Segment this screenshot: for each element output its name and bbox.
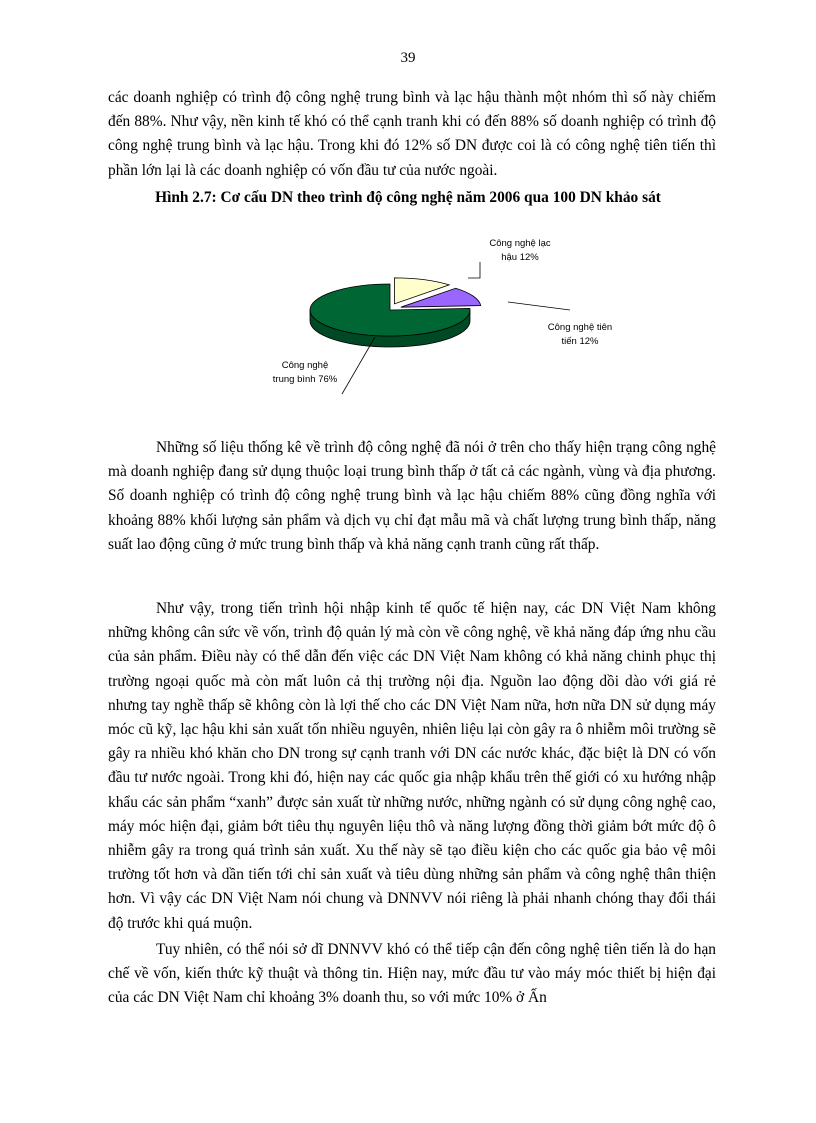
leader-line-advanced-tech (508, 302, 570, 310)
paragraph-2: Như vậy, trong tiến trình hội nhập kinh tế quốc tế hiện nay, các DN Việt Nam không những không cân sức về vốn, trình độ quản lý mà còn về công nghệ, về khả năng đáp ứng nhu cầu của sản phẩm. Điều này có thể dẫn đến việc các DN Việt Nam không có khả năng chinh phục thị trường ngoại quốc mà còn mất luôn cả thị trường nội địa. Nguồn lao động dồi dào với giá rẻ nhưng tay nghề thấp sẽ không còn là lợi thế cho các DN Việt Nam nữa, hơn nữa DN sử dụng máy móc cũ kỹ, lạc hậu khi sản xuất tốn nhiều nguyên, nhiên liệu lại còn gây ra ô nhiễm môi trường sẽ gây ra nhiều khó khăn cho DN trong sự cạnh tranh với DN các nước khác, đặc biệt là DN có vốn đầu tư nước ngoài. Trong khi đó, hiện nay các quốc gia nhập khẩu trên thế giới có xu hướng nhập khẩu các sản phẩm “xanh” được sản xuất từ những nước, những ngành có sử dụng công nghệ cao, máy móc hiện đại, giảm bớt tiêu thụ nguyên liệu thô và năng lượng đồng thời giảm bớt mức độ ô nhiễm gây ra trong quá trình sản xuất. Xu thế này sẽ tạo điều kiện cho các quốc gia bảo vệ môi trường tốt hơn và dần tiến tới chỉ sản xuất và tiêu dùng những sản phẩm và công nghệ thân thiện hơn. Vì vậy các DN Việt Nam nói chung và DNNVV nói riêng là phải nhanh chóng thay đổi thái độ trước khi quá muộn. (108, 600, 716, 932)
pie-slices (310, 278, 481, 347)
paragraph-3: Tuy nhiên, có thể nói sở dĩ DNNVV khó có thể tiếp cận đến công nghệ tiên tiến là do hạn chế về vốn, kiến thức kỹ thuật và thông tin. Hiện nay, mức đầu tư vào máy móc thiết bị hiện đại của các DN Việt Nam chỉ khoảng 3% doanh thu, so với mức 10% ở Ấn (108, 941, 716, 1007)
page-number: 39 (400, 50, 416, 66)
intro-paragraph: các doanh nghiệp có trình độ công nghệ trung bình và lạc hậu thành một nhóm thì số này chiếm đến 88%. Như vậy, nền kinh tế khó có thể cạnh tranh khi có đến 88% số doanh nghiệp có trình độ công nghệ trung bình và lạc hậu. Trong khi đó 12% số DN được coi là có công nghệ tiên tiến thì phần lớn lại là các doanh nghiệp có vốn đầu tư của nước ngoài. (108, 89, 716, 179)
pie-chart (230, 222, 630, 402)
pie-label-advanced-tech: Công nghệ tiên tiến 12% (547, 322, 613, 347)
pie-label-average-tech: Công nghệ trung bình 76% (272, 360, 338, 385)
paragraph-1: Những số liệu thống kê về trình độ công nghệ đã nói ở trên cho thấy hiện trạng công nghệ mà doanh nghiệp đang sử dụng thuộc loại trung bình thấp ở tất cả các ngành, vùng và địa phương. Số doanh nghiệp có trình độ công nghệ trung bình và lạc hậu chiếm 88% cũng đồng nghĩa với khoảng 88% khối lượng sản phẩm và dịch vụ chỉ đạt mẫu mã và chất lượng trung bình thấp, năng suất lao động cũng ở mức trung bình thấp và khả năng cạnh tranh cũng rất thấp. (108, 439, 716, 553)
leader-line-outdated-tech (468, 262, 480, 278)
figure-caption: Hình 2.7: Cơ cấu DN theo trình độ công nghệ năm 2006 qua 100 DN khảo sát (155, 189, 661, 206)
leader-line-average-tech (342, 337, 375, 394)
pie-label-outdated-tech: Công nghệ lạc hậu 12% (489, 238, 551, 263)
